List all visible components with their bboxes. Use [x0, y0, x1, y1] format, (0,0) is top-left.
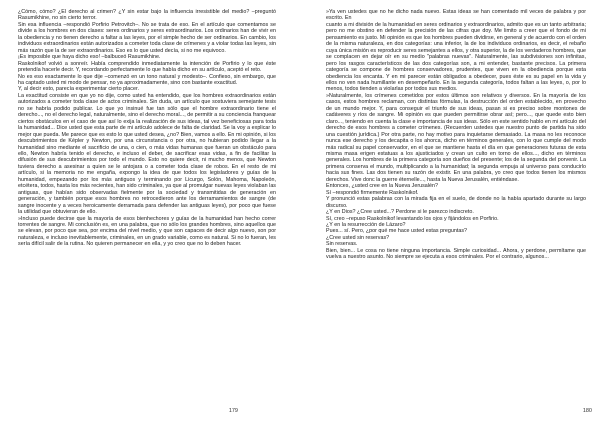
paragraph: »Incluso puede decirse que la mayoría de esos bienhechores y guías de la humanidad han hecho correr torrentes de sangre. Mi conclusión es, en una palabra, que no sólo los grandes hombres, sino aquellos que se elevan, por poco que sea, por encima del nivel medio, y que son capaces de decir algo nuevo, son por naturaleza, e incluso inevitablemente, criminales, en un grado variable, como es natural. Si no lo fueran, les sería difícil salir de la rutina. No quieren permanecer en ella, y yo creo que no lo deben hacer.: [18, 215, 276, 248]
page-number-right: 180: [582, 408, 592, 414]
paragraph: ¿Y en la resurrección de Lázaro?: [326, 221, 406, 228]
paragraph: Raskolnikof volvió a sonreír. Había comprendido inmediatamente la intención de Porfirio y lo que éste pretendía hacerle decir. Y, recordando perfectamente lo que había dicho en su artículo, aceptó el reto.: [18, 60, 276, 74]
paragraph: ¿Y en Dios? ¿Cree usted...? Perdone si le parezco indiscreto.: [326, 209, 474, 216]
paragraph: Y, al decir esto, parecía experimentar cierto placer.: [18, 86, 139, 93]
left-page: [0, 0, 282, 424]
paragraph: Sí –respondió firmemente Raskolnikof.: [326, 189, 419, 196]
paragraph: ¿Cree usted sin reservas?: [326, 234, 390, 241]
paragraph: cuanto a mi división de la humanidad en seres ordinarios y extraordinarios, admito que es un tanto arbitraria; pero no me obstino en defender la precisión de las cifras que doy. Me limito a creer que el fondo de mi pensamiento es justo. Mi opinión es que los hombres pueden dividirse, en general y de acuerdo con el orden de la misma naturaleza, en dos categorías: una inferior, la de los individuos ordinarios, es decir, el rebaño cuya única misión es reproducir seres semejantes a ellos, y otra superior, la de los verdaderos hombres, que se complacen en dejar oír en su medio "palabras nuevas". Naturalmente, las subdivisiones son infinitas, pero los rasgos característicos de las dos categorías son, a mi entender, bastante precisos. La primera categoría se compone de hombres conservadores, prudentes, que viven en la obediencia porque esta obediencia los encanta. Y en mi parecer están obligados a obedecer, pues éste es su papel en la vida y ellos no ven nada humillante en desempeñarlo. En la segunda categoría, todos faltan a las leyes, o, por lo menos, todos tienden a violarlas por todos sus medios.: [326, 21, 586, 93]
paragraph: Pues... sí. Pero, ¿por qué me hace usted estas preguntas?: [326, 228, 468, 235]
paragraph: La exactitud consiste en que yo no dije, como usted ha entendido, que los hombres extraordinarios están autorizados a cometer toda clase de actos criminales. Sin duda, un artículo que sostuviera semejante tesis no se habría podido publicar. Lo que yo insinué fue tan sólo que el hombre extraordinario tiene el derecho..., no el derecho legal, naturalmente, sino el derecho moral..., de permitir a su conciencia franquear ciertos obstáculos en el caso de que así lo exija la realización de sus ideas, tal vez beneficiosas para toda la humanidad... Dice usted que esta parte de mi artículo adolece de falta de claridad. Se la voy a explicar lo mejor que pueda. Me parece que es esto lo que usted desea, ¿no? Bien, vamos a ello. En mi opinión, si los descubrimientos de Képler y Newton, por una circunstancia o por otra, no hubieran podido llegar a la humanidad sino mediante el sacrificio de una, o cien, o más vidas humanas que fueran un obstáculo para ello, Newton habría tenido el derecho, e incluso el deber, de sacrificar esas vidas, a fin de facilitar la difusión de sus descubrimientos por todo el mundo. Esto no quiere decir, ni mucho menos, que Newton tuviera derecho a asesinar a quien se le antojara o a cometer toda clase de robos. En el resto de mi artículo, si la memoria no me engaña, expongo la idea de que todos los legisladores y guías de la humanidad, empezando por los más antiguos y terminando por Licurgo, Solón, Mahoma, Napoleón, etcétera, todos, hasta los más recientes, han sido criminales, ya que al promulgar nuevas leyes violaban las antiguas, que habían sido observadas fielmente por la sociedad y transmitidas de generación en generación, y también porque esos hombres no retrocedieron ante los derramamientos de sangre (de sangre inocente y a veces heroicamente derramada para defender las antiguas leyes), por poco que fuese la utilidad que obtuvieran de ello.: [18, 92, 276, 216]
paragraph: Sí, creo –repuso Raskolnikof levantando los ojos y fijándolos en Porfirio.: [326, 215, 499, 222]
left-page-text: [18, 9, 276, 404]
paragraph: Bien, bien... Le cosa no tiene ninguna importancia. Simple curiosidad... Ahora, y perdone, permítame que vuelva a nuestro asunto. No siempre se ejecuta a esos criminales. Por el contrario, algunos...: [326, 247, 586, 261]
page-number-left: 179: [228, 408, 238, 414]
paragraph: »Ya ven ustedes que no he dicho nada nuevo. Estas ideas se han comentado mil veces de palabra y por escrito. En: [326, 9, 586, 22]
right-page: [318, 0, 600, 424]
paragraph: Entonces, ¿usted cree en la Nueva Jerusalén?: [326, 183, 438, 190]
paragraph: ¿Cómo, cómo? ¿El derecho al crimen? ¿Y sin estar bajo la influencia irresistible del medio? –preguntó Rasumikhine, no sin cierto terror.: [18, 9, 276, 22]
right-page-text: [326, 9, 586, 404]
paragraph: »Naturalmente, los crímenes cometidos por estos últimos son relativos y diversos. En la mayoría de los casos, estos hombres reclaman, con distintas fórmulas, la destrucción del orden establecido, en provecho de un mundo mejor. Y, para conseguir el triunfo de sus ideas, pasan si es preciso sobre montones de cadáveres y ríos de sangre. Mi opinión es que pueden permitirse obrar así; pero..., que quede esto bien claro..., teniendo en cuenta la clase e importancia de sus ideas. Sólo en este sentido hablo en mi artículo del derecho de esos hombres a cometer crímenes. (Recuerden ustedes que nuestro punto de partida ha sido una cuestión jurídica.) Por otra parte, no hay motivo para inquietarse demasiado. La masa no les reconoce nunca ese derecho y los decapita o los ahorca, dicho en términos generales, con lo que cumple del modo más radical su papel conservador, en el que se mantiene hasta el día en que generaciones futuras de esta misma masa erigen estatuas a los ajusticiados y crean un culto en torno de ellos..., dicho en términos generales. Los hombres de la primera categoría son dueños del presente; los de la segunda del porvenir. La primera conserva el mundo, multiplicando a la humanidad; la segunda empuja al universo para conducirlo hacia sus fines. Las dos tienen su razón de existir. En una palabra, yo creo que todos tienen los mismos derechos. Vive donc la guerre éternelle..., hasta la Nueva Jerusalén, entiéndase.: [326, 92, 586, 183]
paragraph: ¡Es imposible que haya dicho eso! –balbuceó Rasumikhine.: [18, 54, 161, 61]
paragraph: Sin reservas.: [326, 241, 358, 248]
paragraph: Sin esa influencia –respondió Porfirio Petrovitch–. No se trata de eso. En el artículo que comentamos se divide a los hombres en dos clases: seres ordinarios y seres extraordinarios. Los ordinarios han de vivir en la obediencia y no tienen derecho a faltar a las leyes, por el simple hecho de ser ordinarios. En cambio, los individuos extraordinarios están autorizados a cometer toda clase de crímenes y a violar todas las leyes, sin más razón que la de ser extraordinarios. Eso es lo que usted decía, si no me equivoco.: [18, 21, 276, 54]
paragraph: No es eso exactamente lo que dije –comenzó en un tono natural y modesto–. Confieso, sin embargo, que ha captado usted mi modo de pensar, no ya aproximadamente, sino con bastante exactitud.: [18, 73, 276, 86]
paragraph: Y pronunció estas palabras con la mirada fija en el suelo, de donde no la había apartado durante su largo discurso.: [326, 196, 586, 209]
